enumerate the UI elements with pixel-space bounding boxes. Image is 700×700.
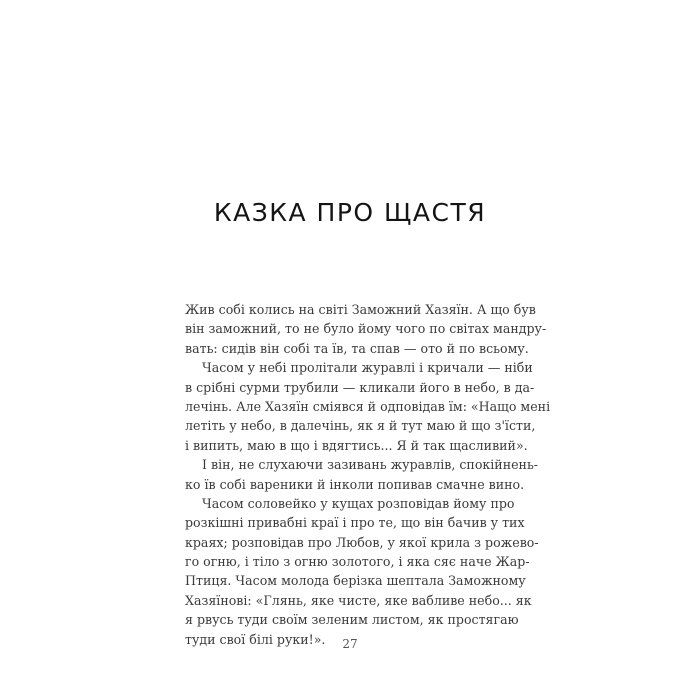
text-line: го огню, і тіло з огню золотого, і яка сяє наче Жар- (185, 554, 530, 570)
text-line: Часом соловейко у кущах розповідав йому про (202, 495, 515, 511)
text-line: розкішні привабні краї і про те, що він бачив у тих (185, 515, 525, 531)
text-line: лечінь. Але Хазяїн сміявся й одповідав їм: «Нащо мені (185, 398, 551, 414)
text-line: вать: сидів він собі та їв, та спав — ото й по всьому. (185, 340, 529, 356)
text-line: ко їв собі вареники й інколи попивав смачне вино. (185, 476, 525, 492)
text-line: краях; розповідав про Любов, у якої крила з рожево- (185, 534, 539, 550)
text-line: і випить, маю в що і вдягтись... Я й так щасливий». (185, 437, 528, 453)
text-line: летіть у небо, в далечінь, як я й тут маю й що з'їсти, (185, 418, 536, 434)
text-line: в срібні сурми трубили — кликали його в небо, в да- (185, 379, 535, 395)
page-number: 27 (342, 637, 358, 651)
text-line: він заможний, то не було йому чого по світах мандру- (185, 321, 547, 337)
text-line: Жив собі колись на світі Заможний Хазяїн. А що був (185, 302, 536, 317)
text-line: І він, не слухаючи зазивань журавлів, спокійнень- (202, 457, 539, 473)
text-line: я рвусь туди своїм зеленим листом, як простягаю (185, 612, 519, 628)
text-line: туди свої білі руки!». (185, 631, 326, 647)
chapter-title: КАЗКА ПРО ЩАСТЯ (213, 197, 487, 227)
text-line: Птиця. Часом молода берізка шептала Заможному (185, 573, 526, 589)
text-line: Часом у небі пролітали журавлі і кричали — ніби (202, 360, 533, 376)
body-text (185, 300, 551, 649)
text-line: Хазяїнові: «Глянь, яке чисте, яке вабливе небо... як (185, 592, 532, 608)
